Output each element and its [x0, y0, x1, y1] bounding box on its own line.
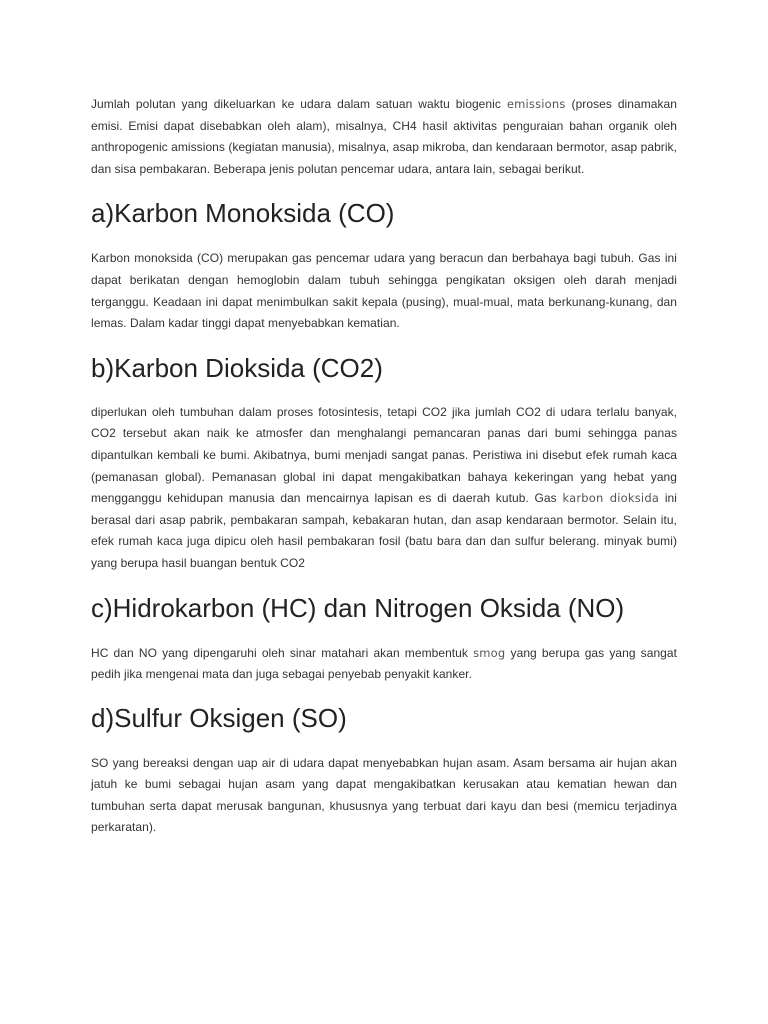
co2-text-part2: ini berasal dari asap pabrik, pembakaran sampah, kebakaran hutan, dan asap kendaraan bermotor. Selain itu, efek rumah kaca juga dipicu oleh hasil pembakaran fosil (batu bara dan dan sulfur belerang. minyak bumi) yang berupa hasil buangan bentuk CO2 [91, 491, 677, 570]
section-body-co2 [91, 402, 677, 575]
section-body-hc-no [91, 643, 677, 686]
section-heading-hc-no: c)Hidrokarbon (HC) dan Nitrogen Oksida (NO) [91, 592, 625, 623]
co2-term-karbon-dioksida: karbon dioksida [562, 491, 660, 506]
section-heading-co2: b)Karbon Dioksida (CO2) [91, 352, 383, 383]
intro-term-emissions: emissions [506, 97, 566, 111]
section-body-so: SO yang bereaksi dengan uap air di udara dapat menyebabkan hujan asam. Asam bersama air hujan akan jatuh ke bumi sebagai hujan asam yang dapat mengakibatkan kerusakan atau kematian hewan dan tumbuhan serta dapat merusak bangunan, khususnya yang terbuat dari kayu dan besi (memicu terjadinya perkaratan). [91, 755, 677, 835]
hc-text-part2: yang berupa gas yang sangat pedih jika mengenai mata dan juga sebagai penyebab penyakit kanker. [91, 645, 677, 682]
intro-text-part2: (proses dinamakan emisi. Emisi dapat disebabkan oleh alam), misalnya, CH4 hasil aktivitas penguraian bahan organik oleh anthropogenic amissions (kegiatan manusia), misalnya, asap mikroba, dan kendaraan bermotor, asap pabrik, dan sisa pembakaran. Beberapa jenis polutan pencemar udara, antara lain, sebagai berikut. [91, 97, 677, 176]
intro-text-part1: Jumlah polutan yang dikeluarkan ke udara dalam satuan waktu biogenic [91, 97, 507, 111]
document-page [91, 94, 677, 839]
hc-text-part1: HC dan NO yang dipengaruhi oleh sinar matahari akan membentuk [91, 645, 474, 660]
section-heading-co: a)Karbon Monoksida (CO) [91, 198, 395, 229]
section-body-co: Karbon monoksida (CO) merupakan gas pencemar udara yang beracun dan berbahaya bagi tubuh. Gas ini dapat berikatan dengan hemoglobin dalam tubuh sehingga pengikatan oksigen oleh darah menjadi terganggu. Keadaan ini dapat menimbulkan sakit kepala (pusing), mual-mual, mata berkunang-kunang, dan lemas. Dalam kadar tinggi dapat menyebabkan kematian. [91, 251, 677, 331]
hc-term-smog: smog [473, 645, 506, 660]
co2-text-part1: diperlukan oleh tumbuhan dalam proses fotosintesis, tetapi CO2 jika jumlah CO2 di udara terlalu banyak, CO2 tersebut akan naik ke atmosfer dan menghalangi pemancaran panas dari bumi sehingga panas dipantulkan kembali ke bumi. Akibatnya, bumi menjadi sangat panas. Peristiwa ini disebut efek rumah kaca (pemanasan global). Pemanasan global ini dapat mengakibatkan bahaya kekeringan yang hebat yang mengganggu kehidupan manusia dan mencairnya lapisan es di daerah kutub. Gas [91, 404, 677, 506]
intro-paragraph [91, 94, 677, 180]
section-heading-so: d)Sulfur Oksigen (SO) [91, 702, 347, 733]
